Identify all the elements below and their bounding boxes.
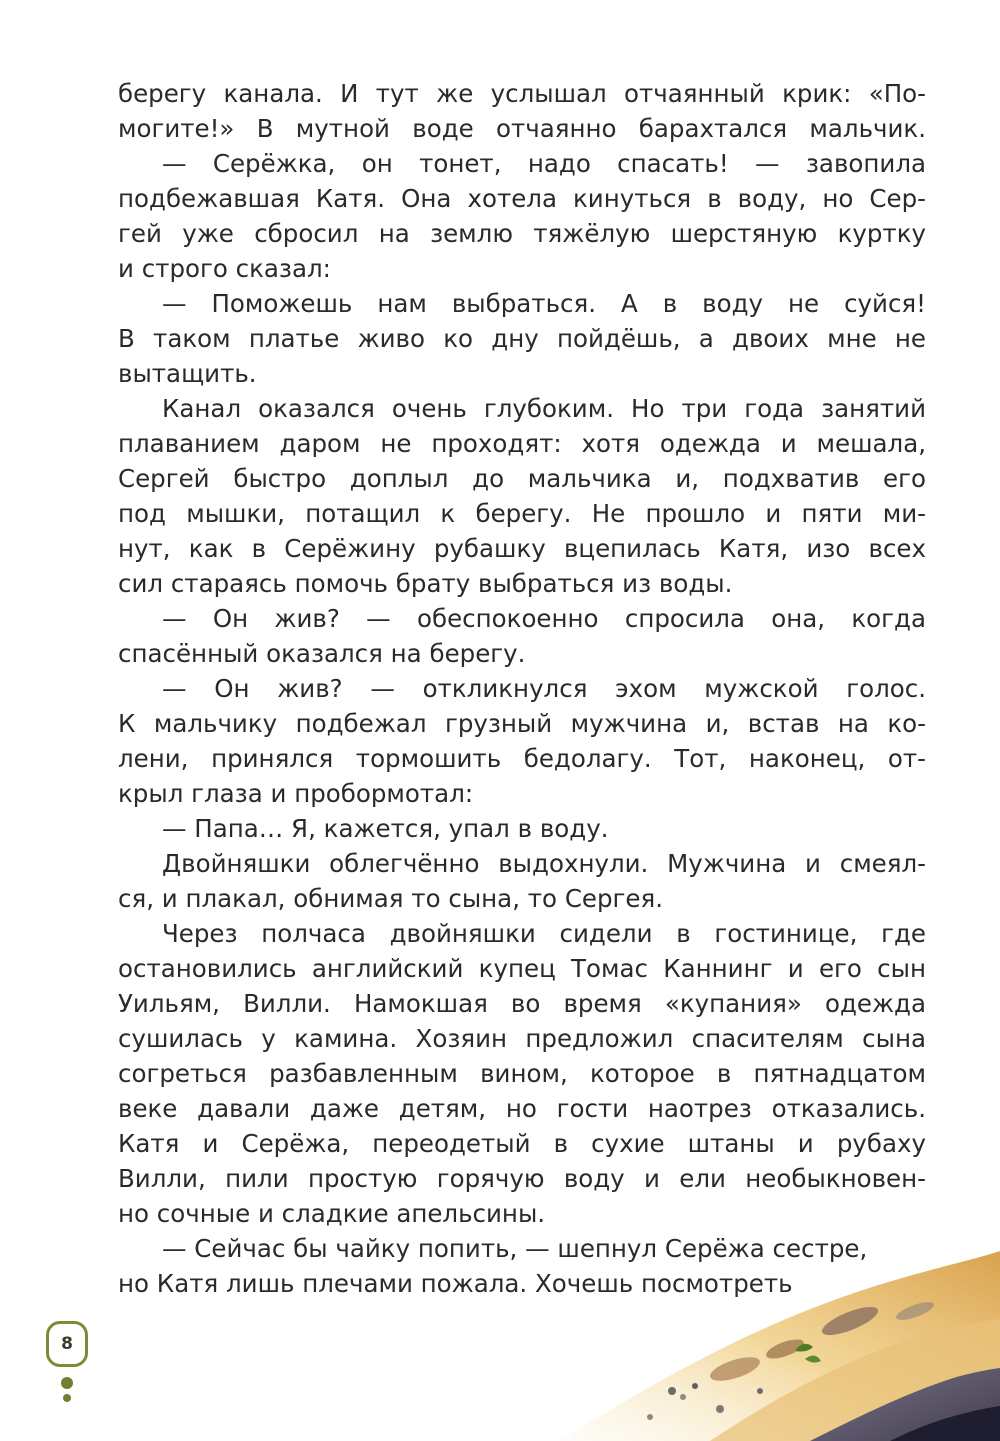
text-line: но сочные и сладкие апельсины. — [118, 1199, 546, 1228]
text-line: — Сейчас бы чайку попить, — шепнул Серёжа сестре, — [162, 1234, 868, 1263]
text-line: согреться разбавленным вином, которое в пятнадцатом — [118, 1059, 926, 1088]
text-line: Уильям, Вилли. Намокшая во время «купания» одежда — [118, 989, 926, 1018]
text-line: Вилли, пили простую горячую воду и ели необыкновен- — [118, 1164, 926, 1193]
text-line: и строго сказал: — [118, 254, 331, 283]
text-line: К мальчику подбежал грузный мужчина и, встав на ко- — [118, 709, 926, 738]
decorative-dot-large — [61, 1377, 73, 1389]
text-line: ся, и плакал, обнимая то сына, то Сергея. — [118, 884, 664, 913]
text-line: — Он жив? — откликнулся эхом мужской голос. — [162, 674, 926, 703]
text-line: В таком платье живо ко дну пойдёшь, а двоих мне не — [118, 324, 926, 353]
text-line: — Он жив? — обеспокоенно спросила она, когда — [162, 604, 926, 633]
body-text — [118, 76, 926, 1301]
text-line: — Папа… Я, кажется, упал в воду. — [162, 814, 609, 843]
corner-illustration — [560, 1241, 1000, 1441]
text-line: спасённый оказался на берегу. — [118, 639, 526, 668]
text-line: — Поможешь нам выбраться. А в воду не суйся! — [162, 289, 926, 318]
text-line: вытащить. — [118, 359, 257, 388]
text-line: сил стараясь помочь брату выбраться из воды. — [118, 569, 733, 598]
text-line: Сергей быстро доплыл до мальчика и, подхватив его — [118, 464, 926, 493]
text-line: крыл глаза и пробормотал: — [118, 779, 474, 808]
text-line: нут, как в Серёжину рубашку вцепилась Катя, изо всех — [118, 534, 926, 563]
text-line: веке давали даже детям, но гости наотрез отказались. — [118, 1094, 926, 1123]
text-line: берегу канала. И тут же услышал отчаянный крик: «По- — [118, 79, 926, 108]
text-line: — Серёжка, он тонет, надо спасать! — завопила — [162, 149, 926, 178]
text-line: гей уже сбросил на землю тяжёлую шерстяную куртку — [118, 219, 926, 248]
text-line: Катя и Серёжа, переодетый в сухие штаны и рубаху — [118, 1129, 926, 1158]
page-number: 8 — [46, 1321, 88, 1367]
text-line: но Катя лишь плечами пожала. Хочешь посмотреть — [118, 1269, 793, 1298]
text-line: сушилась у камина. Хозяин предложил спасителям сына — [118, 1024, 926, 1053]
text-line: подбежавшая Катя. Она хотела кинуться в воду, но Сер- — [118, 184, 926, 213]
text-line: лени, принялся тормошить бедолагу. Тот, наконец, от- — [118, 744, 926, 773]
text-line: под мышки, потащил к берегу. Не прошло и пяти ми- — [118, 499, 926, 528]
text-line: остановились английский купец Томас Каннинг и его сын — [118, 954, 926, 983]
text-line: плаванием даром не проходят: хотя одежда и мешала, — [118, 429, 926, 458]
decorative-dot-small — [63, 1394, 71, 1402]
text-line: могите!» В мутной воде отчаянно барахтался мальчик. — [118, 114, 926, 143]
text-line: Через полчаса двойняшки сидели в гостинице, где — [162, 919, 926, 948]
text-line: Канал оказался очень глубоким. Но три года занятий — [162, 394, 926, 423]
text-line: Двойняшки облегчённо выдохнули. Мужчина и смеял- — [162, 849, 926, 878]
